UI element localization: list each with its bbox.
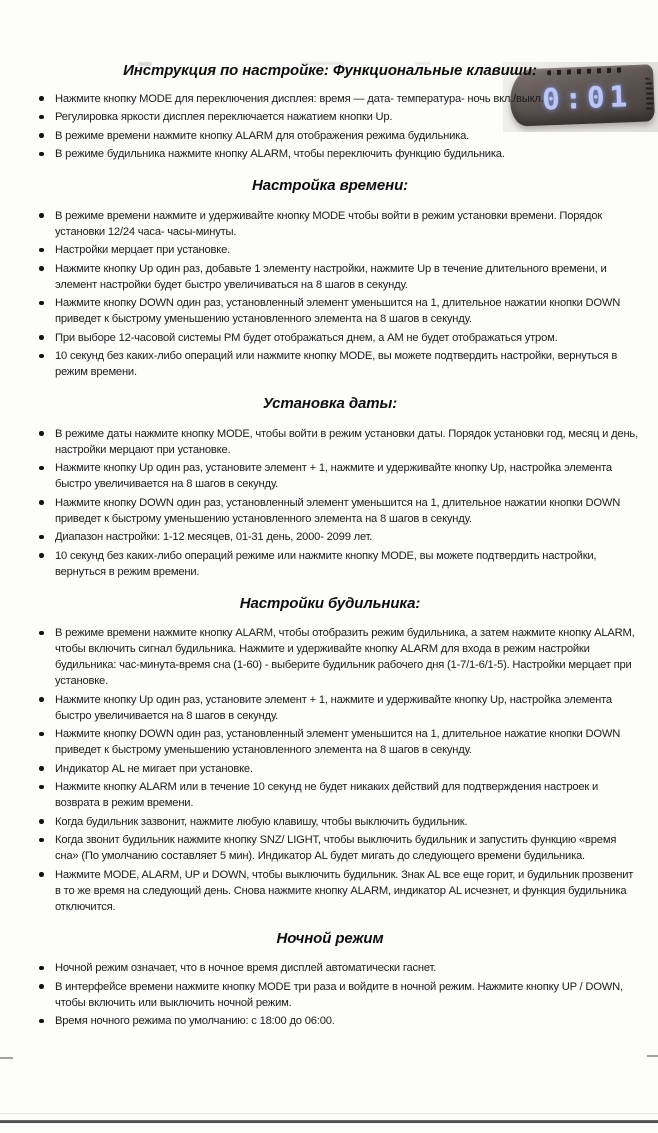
bullet-item: В режиме времени нажмите и удерживайте кнопку MODE чтобы войти в режим установки времени. Порядок установки 12/24 часа- часы-минуты.: [36, 208, 640, 240]
bullet-item: Нажмите MODE, ALARM, UP и DOWN, чтобы выключить будильник. Знак AL все еще горит, и будильник прозвенит в то же время на следующий день. Снова нажмите кнопку ALARM, индикатор AL исчезнет, и функция будильника отключится.: [36, 867, 640, 915]
bullet-item: Нажмите кнопку DOWN один раз, установленный элемент уменьшится на 1, длительное нажатии кнопки DOWN приведет к быстрому уменьшению установленного элемента на 8 шагов в секунду.: [36, 495, 640, 527]
bullet-item: В режиме времени нажмите кнопку ALARM для отображения режима будильника.: [36, 128, 640, 144]
scan-artifact: [0, 1057, 13, 1059]
bullet-list: [36, 208, 640, 381]
bullet-item: Нажмите кнопку MODE для переключения дисплея: время — дата- температура- ночь вкл./выкл.: [36, 91, 640, 107]
bullet-item: Нажмите кнопку Up один раз, установите элемент + 1, нажмите и удерживайте кнопку Up, настройка элемента быстро увеличивается на 8 шагов в секунду.: [36, 692, 640, 724]
bullet-item: При выборе 12-часовой системы PM будет отображаться днем, а AM не будет отображаться утром.: [36, 330, 640, 346]
bullet-list: [36, 625, 640, 915]
scan-artifact: [647, 1055, 658, 1057]
bullet-item: Время ночного режима по умолчанию: с 18:00 до 06:00.: [36, 1013, 640, 1029]
bullet-item: Нажмите кнопку ALARM или в течение 10 секунд не будет никаких действий для подтверждения настроек и возврата в режим времени.: [36, 779, 640, 811]
bullet-item: В режиме времени нажмите кнопку ALARM, чтобы отобразить режим будильника, а затем нажмите кнопку ALARM, чтобы включить сигнал будильника. Нажмите и удерживайте кнопку ALARM для входа в режим настройки будильника: час-минута-время сна (1-60) - выберите будильник рабочего дня (1-7/1-6/1-5). Настройки мерцает при установке.: [36, 625, 640, 689]
bullet-item: В режиме даты нажмите кнопку MODE, чтобы войти в режим установки даты. Порядок установки год, месяц и день, настройки мерцают при установке.: [36, 426, 640, 458]
clock-led-display: 0:01: [541, 78, 633, 117]
bullet-item: Нажмите кнопку Up один раз, добавьте 1 элементу настройки, нажмите Up в течение длительного времени, и элемент настройки будет быстро увеличиваться на 8 шагов в секунду.: [36, 261, 640, 293]
bullet-list: [36, 91, 640, 163]
bullet-item: 10 секунд без каких-либо операций режиме или нажмите кнопку MODE, вы можете подтвердить настройки, вернуться в режим времени.: [36, 548, 640, 580]
bullet-list: [36, 426, 640, 580]
bullet-item: Когда будильник зазвонит, нажмите любую клавишу, чтобы выключить будильник.: [36, 814, 640, 830]
bullet-item: 10 секунд без каких-либо операций или нажмите кнопку MODE, вы можете подтвердить настройки, вернуться в режим времени.: [36, 348, 640, 380]
bullet-list: [36, 960, 640, 1029]
bullet-item: В режиме будильника нажмите кнопку ALARM, чтобы переключить функцию будильника.: [36, 146, 640, 162]
sections-container: [36, 91, 640, 1030]
bullet-item: Нажмите кнопку DOWN один раз, установленный элемент уменьшится на 1, длительное нажатии кнопки DOWN приведет к быстрому уменьшению установленного элемента на 8 шагов в секунду.: [36, 295, 640, 327]
bullet-item: Нажмите кнопку DOWN один раз, установленный элемент уменьшится на 1, длительное нажатие кнопки DOWN приведет к быстрому уменьшению установленного элемента на 8 шагов в секунду.: [36, 726, 640, 758]
instructions-document: [0, 62, 658, 1029]
section-heading: Настройка времени:: [251, 177, 409, 195]
bullet-item: Ночной режим означает, что в ночное время дисплей автоматически гаснет.: [36, 960, 640, 976]
bullet-item: Индикатор AL не мигает при установке.: [36, 761, 640, 777]
section-heading: Настройки будильника:: [239, 594, 421, 612]
document-title: Инструкция по настройке: Функциональные клавиши:: [123, 62, 537, 79]
bullet-item: Настройки мерцает при установке.: [36, 242, 640, 258]
bottom-divider: [0, 1120, 658, 1123]
section-heading: Установка даты:: [262, 395, 398, 413]
bullet-item: В интерфейсе времени нажмите кнопку MODE три раза и войдите в ночной режим. Нажмите кнопку UP / DOWN, чтобы включить или выключить ночной режим.: [36, 979, 640, 1011]
section-heading: Ночной режим: [276, 929, 384, 947]
bullet-item: Когда звонит будильник нажмите кнопку SNZ/ LIGHT, чтобы выключить будильник и запустить функцию «время сна» (По умолчанию составляет 5 мин). Индикатор AL будет мигать до следующего времени будильника.: [36, 832, 640, 864]
bullet-item: Нажмите кнопку Up один раз, установите элемент + 1, нажмите и удерживайте кнопку Up, настройка элемента быстро увеличивается на 8 шагов в секунду.: [36, 460, 640, 492]
bullet-item: Регулировка яркости дисплея переключается нажатием кнопки Up.: [36, 109, 640, 125]
bullet-item: Диапазон настройки: 1-12 месяцев, 01-31 день, 2000- 2099 лет.: [36, 529, 640, 545]
